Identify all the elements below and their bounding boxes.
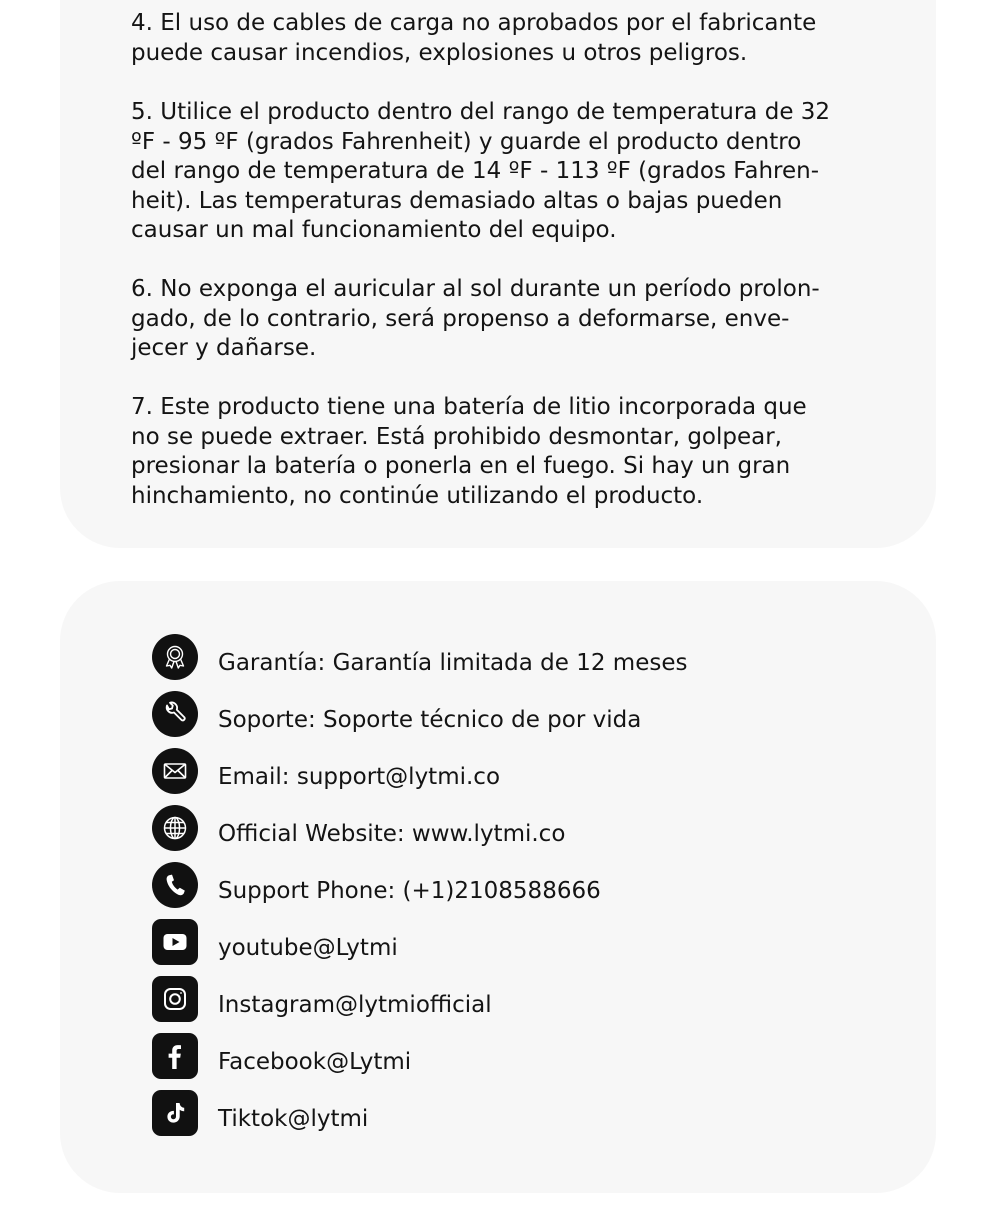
warning-item-4 <box>131 9 911 68</box>
warning-item-7 <box>131 393 911 511</box>
contact-row-email <box>152 748 500 794</box>
globe-icon <box>152 805 198 851</box>
warning-line: puede causar incendios, explosiones u otros peligros. <box>131 39 748 66</box>
contact-row-instagram[interactable] <box>152 976 492 1022</box>
warning-line: presionar la batería o ponerla en el fuego. Si hay un gran <box>131 453 791 479</box>
envelope-icon <box>152 748 198 794</box>
award-ribbon-icon <box>152 634 198 680</box>
warning-line: 4. El uso de cables de carga no aprobados por el fabricante <box>131 10 817 36</box>
phone-icon <box>152 862 198 908</box>
contact-row-warranty <box>152 634 687 680</box>
warning-line: del rango de temperatura de 14 ºF - 113 ºF (grados Fahren- <box>131 158 820 184</box>
warning-item-5 <box>131 98 911 246</box>
warning-line: 7. Este producto tiene una batería de litio incorporada que <box>131 394 807 420</box>
contact-label: Official Website: www.lytmi.co <box>218 821 566 847</box>
contact-row-youtube[interactable] <box>152 919 398 965</box>
youtube-icon <box>152 919 198 965</box>
contact-label: Garantía: Garantía limitada de 12 meses <box>218 650 688 676</box>
warning-item-6 <box>131 275 911 364</box>
contact-row-website <box>152 805 565 851</box>
contact-row-phone <box>152 862 601 908</box>
warning-line: 5. Utilice el producto dentro del rango de temperatura de 32 <box>131 99 831 125</box>
warning-line: hinchamiento, no continúe utilizando el producto. <box>131 482 704 509</box>
contact-label: youtube@Lytmi <box>218 935 398 961</box>
warning-line: heit). Las temperaturas demasiado altas o bajas pueden <box>131 187 783 214</box>
warning-line: causar un mal funcionamiento del equipo. <box>131 217 617 243</box>
contact-label: Facebook@Lytmi <box>218 1049 412 1075</box>
contact-label: Instagram@lytmiofficial <box>218 992 492 1018</box>
contact-row-support <box>152 691 641 737</box>
warning-line: ºF - 95 ºF (grados Fahrenheit) y guarde el producto dentro <box>131 128 802 155</box>
wrench-icon <box>152 691 198 737</box>
tiktok-icon <box>152 1090 198 1136</box>
contact-label: Soporte: Soporte técnico de por vida <box>218 707 642 733</box>
warning-line: gado, de lo contrario, será propenso a deformarse, enve- <box>131 305 790 332</box>
contact-row-tiktok[interactable] <box>152 1090 368 1136</box>
contact-row-facebook[interactable] <box>152 1033 411 1079</box>
instagram-icon <box>152 976 198 1022</box>
contact-label: Support Phone: (+1)2108588666 <box>218 878 601 904</box>
warning-line: jecer y dañarse. <box>131 335 317 361</box>
facebook-icon <box>152 1033 198 1079</box>
contact-label: Tiktok@lytmi <box>218 1106 369 1132</box>
warning-line: 6. No exponga el auricular al sol durante un período prolon- <box>131 276 820 302</box>
warning-line: no se puede extraer. Está prohibido desmontar, golpear, <box>131 423 782 450</box>
contact-label: Email: support@lytmi.co <box>218 764 501 790</box>
